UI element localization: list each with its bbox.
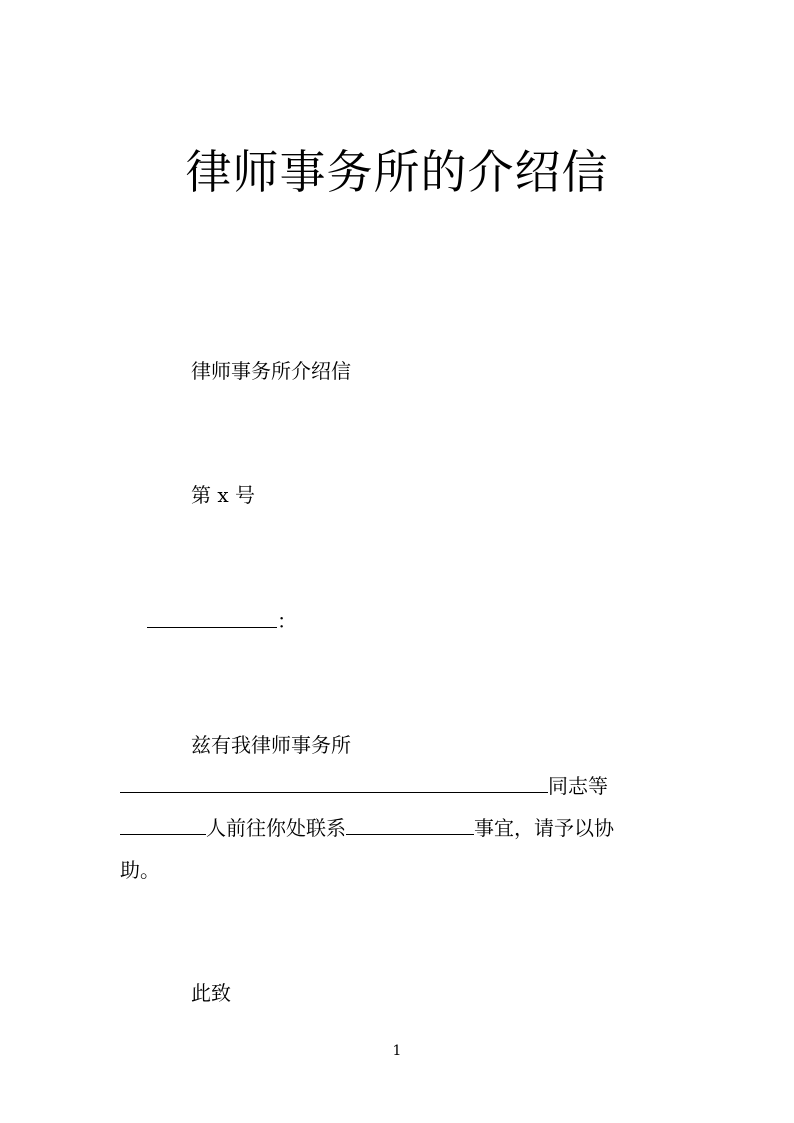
document-title: 律师事务所的介绍信 <box>185 145 609 199</box>
recipient-blank <box>147 607 277 628</box>
body-line3-text-a: 人前往你处联系 <box>206 816 346 840</box>
body-line2-text: 同志等 <box>548 774 608 798</box>
names-blank <box>120 772 548 793</box>
body-line-end: 助。 <box>120 858 160 882</box>
document-number: 第 x 号 <box>191 483 255 507</box>
body-line-names <box>120 771 608 801</box>
closing-text: 此致 <box>191 981 231 1005</box>
body-line3-text-b: 事宜，请予以协 <box>474 816 614 840</box>
body-intro: 兹有我律师事务所 <box>191 733 351 757</box>
count-blank <box>120 814 206 835</box>
letter-subheading: 律师事务所介绍信 <box>191 359 351 383</box>
matter-blank <box>346 814 474 835</box>
salutation-line <box>147 606 297 636</box>
body-line-purpose <box>120 813 614 843</box>
salutation-colon: ： <box>277 609 297 633</box>
page-number: 1 <box>392 1043 402 1059</box>
